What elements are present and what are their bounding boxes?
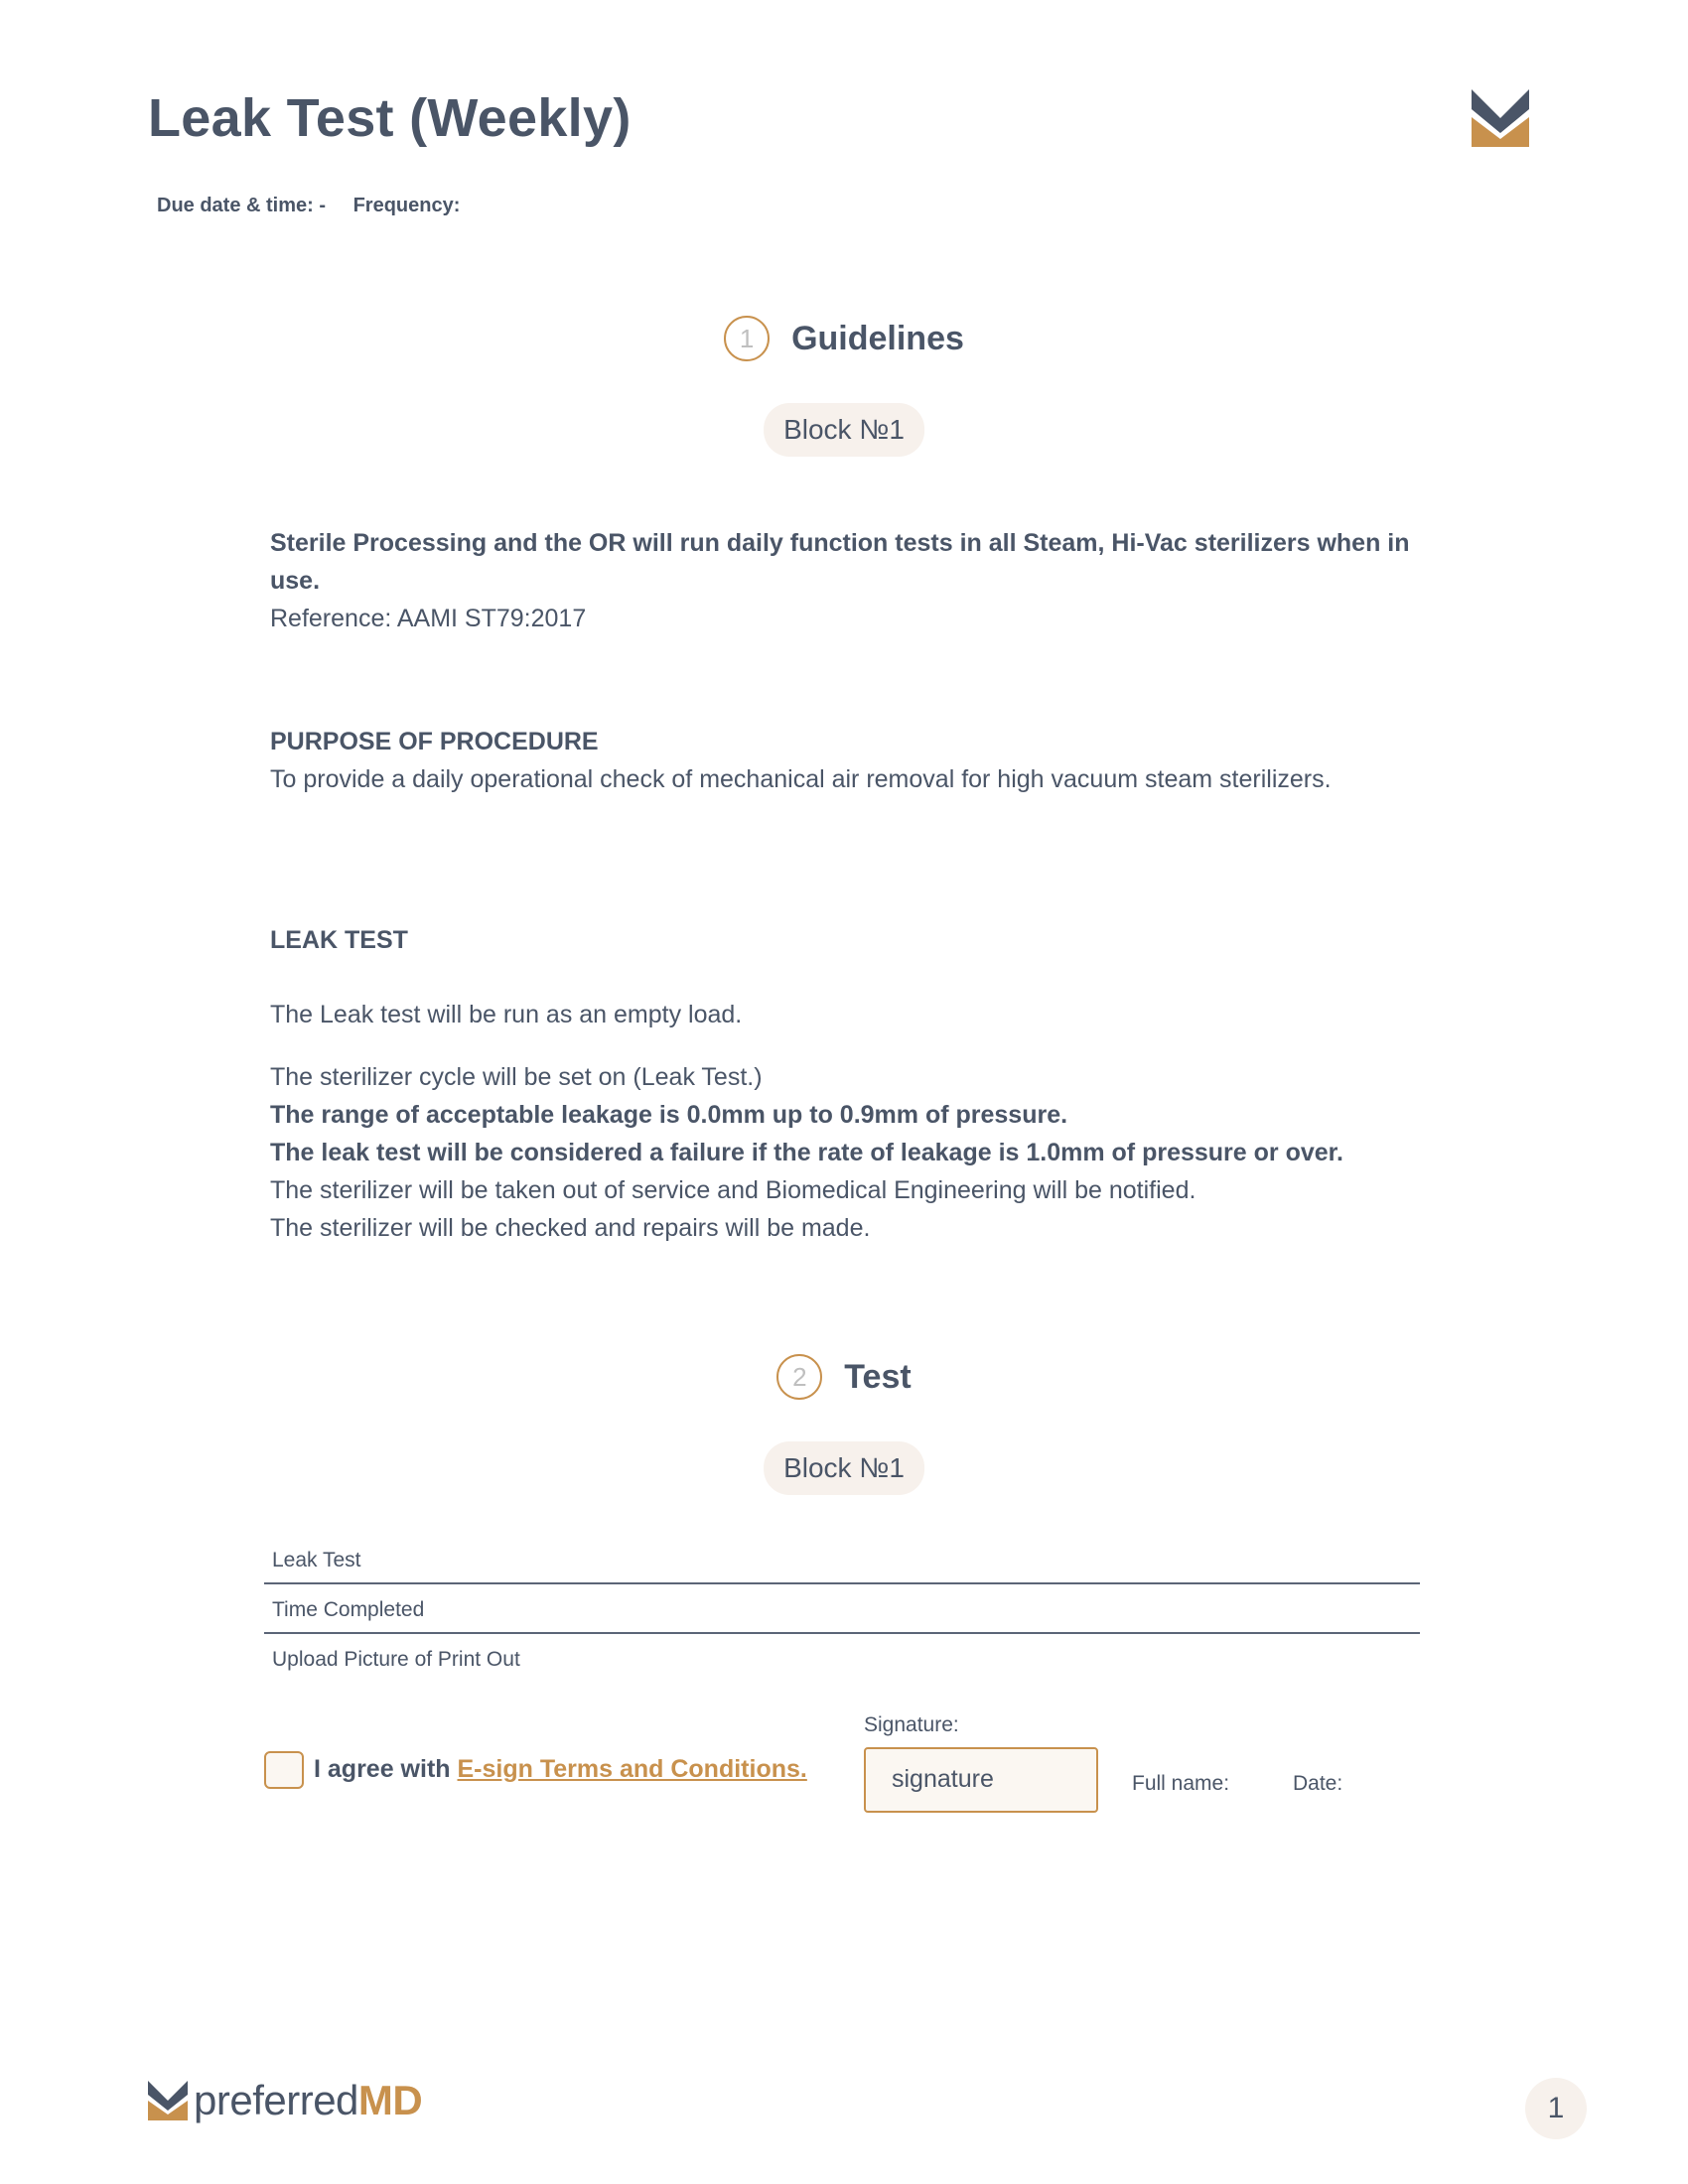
agree-prefix: I agree with [314, 1755, 451, 1783]
page-title: Leak Test (Weekly) [148, 88, 632, 148]
leak-line-1: The Leak test will be run as an empty load. [270, 1001, 743, 1028]
section-guidelines-header [0, 316, 1688, 361]
due-date-label: Due date & time: - [157, 195, 327, 216]
checkmark-logo-icon [148, 2081, 188, 2120]
leak-heading-block [270, 921, 1422, 959]
reference-text: Reference: AAMI ST79:2017 [270, 605, 587, 632]
guidelines-intro [270, 524, 1422, 637]
field-label: Time Completed [272, 1598, 425, 1621]
section-test-header [0, 1354, 1688, 1400]
terms-link[interactable]: E-sign Terms and Conditions. [457, 1755, 807, 1783]
brand-logo [148, 2077, 422, 2124]
meta-row [157, 195, 482, 217]
frequency-label: Frequency: [352, 195, 461, 216]
field-label: Upload Picture of Print Out [272, 1648, 520, 1671]
brand-name [194, 2077, 422, 2124]
full-name-label: Full name: [1132, 1772, 1230, 1795]
leak-line-2: The sterilizer cycle will be set on (Leak Test.) [270, 1063, 763, 1091]
agree-text [314, 1755, 807, 1784]
date-label: Date: [1293, 1772, 1343, 1795]
brand-regular: preferred [194, 2077, 358, 2123]
agree-checkbox[interactable] [264, 1751, 304, 1789]
purpose-heading: PURPOSE OF PROCEDURE [270, 728, 599, 755]
leak-heading: LEAK TEST [270, 926, 408, 954]
section-title: Test [844, 1357, 912, 1396]
purpose-block [270, 723, 1422, 798]
signature-field[interactable] [864, 1747, 1098, 1813]
field-label: Leak Test [272, 1549, 361, 1571]
leak-bold-1: The range of acceptable leakage is 0.0mm up to 0.9mm of pressure. [270, 1101, 1068, 1129]
leak-line-1-block [270, 996, 1422, 1033]
leak-line-4: The sterilizer will be checked and repairs will be made. [270, 1214, 871, 1242]
section-number: 2 [776, 1354, 822, 1400]
leak-bold-2: The leak test will be considered a failure if the rate of leakage is 1.0mm of pressure or over. [270, 1139, 1343, 1166]
purpose-text: To provide a daily operational check of mechanical air removal for high vacuum steam sterilizers. [270, 765, 1332, 793]
leak-details [270, 1058, 1422, 1247]
time-completed-field[interactable] [264, 1586, 1420, 1634]
page-number: 1 [1525, 2078, 1587, 2139]
checkmark-logo-icon [1472, 89, 1529, 147]
brand-bold: MD [357, 2077, 423, 2123]
signature-placeholder: signature [892, 1765, 994, 1793]
leak-line-3: The sterilizer will be taken out of service and Biomedical Engineering will be notified. [270, 1176, 1196, 1204]
section-number: 1 [724, 316, 770, 361]
signature-label: Signature: [864, 1713, 959, 1736]
section-title: Guidelines [791, 319, 964, 357]
upload-picture-field[interactable] [264, 1636, 1420, 1684]
block-pill: Block №1 [764, 403, 924, 457]
leak-test-field[interactable] [264, 1537, 1420, 1584]
intro-text: Sterile Processing and the OR will run daily function tests in all Steam, Hi-Vac sterilizers when in use. [270, 529, 1410, 595]
block-pill: Block №1 [764, 1441, 924, 1495]
